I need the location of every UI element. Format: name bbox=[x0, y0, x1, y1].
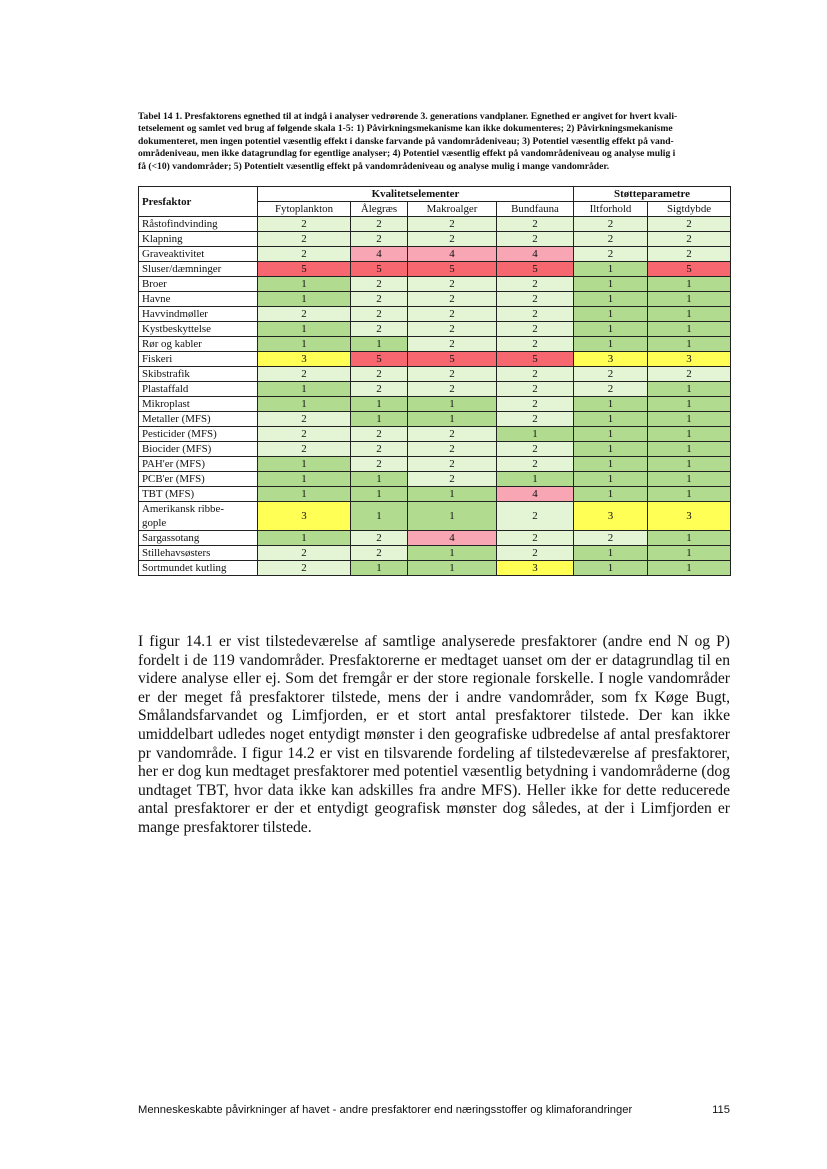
score-cell: 1 bbox=[408, 397, 497, 412]
score-cell: 1 bbox=[574, 322, 648, 337]
score-cell: 4 bbox=[497, 487, 574, 502]
score-cell: 5 bbox=[351, 262, 408, 277]
header-stotteparametre: Støtteparametre bbox=[574, 187, 731, 202]
score-cell: 2 bbox=[408, 382, 497, 397]
score-cell: 3 bbox=[648, 352, 731, 367]
score-cell: 2 bbox=[258, 546, 351, 561]
score-cell: 1 bbox=[497, 427, 574, 442]
score-cell: 2 bbox=[497, 292, 574, 307]
caption-line: Tabel 14 1. Presfaktorens egnethed til at indgå i analyser vedrørende 3. generations vandplaner. Egnethed er angivet for hvert kvali- bbox=[138, 111, 678, 122]
score-cell: 1 bbox=[648, 442, 731, 457]
score-cell: 1 bbox=[258, 292, 351, 307]
score-cell: 4 bbox=[351, 247, 408, 262]
table-row bbox=[139, 232, 731, 247]
score-cell: 2 bbox=[497, 442, 574, 457]
row-presfaktor-name: Skibstrafik bbox=[139, 367, 258, 382]
score-cell: 1 bbox=[574, 397, 648, 412]
score-cell: 2 bbox=[574, 531, 648, 546]
score-cell: 2 bbox=[351, 232, 408, 247]
score-cell: 2 bbox=[497, 546, 574, 561]
score-cell: 2 bbox=[258, 427, 351, 442]
header-makroalger: Makroalger bbox=[408, 202, 497, 217]
score-cell: 1 bbox=[408, 546, 497, 561]
score-cell: 1 bbox=[648, 427, 731, 442]
score-cell: 5 bbox=[408, 262, 497, 277]
row-presfaktor-name: Rør og kabler bbox=[139, 337, 258, 352]
table-body bbox=[139, 217, 731, 576]
table-row bbox=[139, 546, 731, 561]
score-cell: 1 bbox=[351, 397, 408, 412]
score-cell: 2 bbox=[351, 442, 408, 457]
table-row bbox=[139, 531, 731, 546]
score-cell: 2 bbox=[258, 367, 351, 382]
score-cell: 1 bbox=[574, 277, 648, 292]
table-row bbox=[139, 487, 731, 502]
score-cell: 1 bbox=[648, 546, 731, 561]
score-cell: 1 bbox=[408, 412, 497, 427]
header-alegraes: Ålegræs bbox=[351, 202, 408, 217]
score-cell: 2 bbox=[574, 247, 648, 262]
score-cell: 2 bbox=[351, 307, 408, 322]
row-presfaktor-name: Biocider (MFS) bbox=[139, 442, 258, 457]
score-cell: 2 bbox=[351, 531, 408, 546]
score-cell: 2 bbox=[574, 382, 648, 397]
score-cell: 2 bbox=[408, 442, 497, 457]
score-cell: 1 bbox=[574, 427, 648, 442]
header-row-groups bbox=[139, 187, 731, 202]
score-cell: 2 bbox=[497, 277, 574, 292]
score-cell: 1 bbox=[648, 277, 731, 292]
score-cell: 1 bbox=[408, 561, 497, 576]
score-cell: 2 bbox=[351, 367, 408, 382]
score-cell: 2 bbox=[408, 472, 497, 487]
score-cell: 1 bbox=[351, 337, 408, 352]
header-fytoplankton: Fytoplankton bbox=[258, 202, 351, 217]
table-row bbox=[139, 277, 731, 292]
score-cell: 2 bbox=[497, 382, 574, 397]
row-presfaktor-name: PCB'er (MFS) bbox=[139, 472, 258, 487]
score-cell: 2 bbox=[258, 217, 351, 232]
score-cell: 1 bbox=[648, 382, 731, 397]
score-cell: 4 bbox=[408, 531, 497, 546]
header-presfaktor: Presfaktor bbox=[139, 187, 258, 217]
row-presfaktor-name: Sluser/dæmninger bbox=[139, 262, 258, 277]
score-cell: 2 bbox=[574, 232, 648, 247]
score-cell: 2 bbox=[574, 217, 648, 232]
score-cell: 1 bbox=[648, 397, 731, 412]
score-cell: 2 bbox=[351, 277, 408, 292]
score-cell: 2 bbox=[351, 292, 408, 307]
row-presfaktor-name: Råstofindvinding bbox=[139, 217, 258, 232]
score-cell: 2 bbox=[258, 232, 351, 247]
presfaktor-table bbox=[138, 186, 731, 576]
score-cell: 2 bbox=[408, 427, 497, 442]
row-presfaktor-name: PAH'er (MFS) bbox=[139, 457, 258, 472]
score-cell: 3 bbox=[497, 561, 574, 576]
score-cell: 1 bbox=[648, 457, 731, 472]
score-cell: 5 bbox=[351, 352, 408, 367]
score-cell: 1 bbox=[258, 487, 351, 502]
score-cell: 2 bbox=[351, 382, 408, 397]
score-cell: 1 bbox=[258, 472, 351, 487]
score-cell: 1 bbox=[258, 531, 351, 546]
score-cell: 1 bbox=[574, 307, 648, 322]
score-cell: 1 bbox=[648, 337, 731, 352]
score-cell: 2 bbox=[408, 232, 497, 247]
score-cell: 1 bbox=[351, 412, 408, 427]
score-cell: 2 bbox=[497, 457, 574, 472]
footer-title: Menneskeskabte påvirkninger af havet - andre presfaktorer end næringsstoffer og klimaforandringer bbox=[138, 1104, 633, 1116]
score-cell: 1 bbox=[258, 337, 351, 352]
score-cell: 1 bbox=[351, 487, 408, 502]
table-row bbox=[139, 472, 731, 487]
caption-line: tetselement og samlet ved brug af følgende skala 1-5: 1) Påvirkningsmekanisme kan ikke dokumenteres; 2) Påvirkningsmekanisme bbox=[138, 123, 673, 135]
score-cell: 2 bbox=[258, 442, 351, 457]
score-cell: 1 bbox=[351, 561, 408, 576]
score-cell: 2 bbox=[351, 427, 408, 442]
score-cell: 2 bbox=[351, 322, 408, 337]
score-cell: 2 bbox=[351, 457, 408, 472]
table-row bbox=[139, 247, 731, 262]
table-row bbox=[139, 367, 731, 382]
row-presfaktor-name: Stillehavsøsters bbox=[139, 546, 258, 561]
score-cell: 2 bbox=[648, 217, 731, 232]
score-cell: 2 bbox=[351, 546, 408, 561]
row-presfaktor-name: Sortmundet kutling bbox=[139, 561, 258, 576]
table-row bbox=[139, 427, 731, 442]
score-cell: 1 bbox=[574, 292, 648, 307]
table-row bbox=[139, 561, 731, 576]
table-row bbox=[139, 382, 731, 397]
score-cell: 2 bbox=[497, 307, 574, 322]
score-cell: 1 bbox=[408, 502, 497, 531]
score-cell: 3 bbox=[258, 502, 351, 531]
table-row bbox=[139, 292, 731, 307]
score-cell: 1 bbox=[574, 457, 648, 472]
score-cell: 2 bbox=[258, 412, 351, 427]
score-cell: 2 bbox=[497, 397, 574, 412]
table-row bbox=[139, 412, 731, 427]
score-cell: 2 bbox=[258, 247, 351, 262]
score-cell: 2 bbox=[408, 337, 497, 352]
score-cell: 3 bbox=[574, 352, 648, 367]
score-cell: 2 bbox=[497, 337, 574, 352]
table-row bbox=[139, 262, 731, 277]
page-number: 115 bbox=[712, 1104, 730, 1116]
table-row bbox=[139, 352, 731, 367]
table-row bbox=[139, 397, 731, 412]
score-cell: 2 bbox=[408, 367, 497, 382]
score-cell: 1 bbox=[648, 322, 731, 337]
score-cell: 2 bbox=[408, 292, 497, 307]
header-iltforhold: Iltforhold bbox=[574, 202, 648, 217]
table-row bbox=[139, 502, 731, 531]
score-cell: 2 bbox=[497, 412, 574, 427]
score-cell: 1 bbox=[574, 546, 648, 561]
score-cell: 2 bbox=[351, 217, 408, 232]
score-cell: 1 bbox=[258, 397, 351, 412]
score-cell: 1 bbox=[574, 262, 648, 277]
table-caption bbox=[138, 111, 730, 173]
row-presfaktor-name: Amerikansk ribbe- gople bbox=[139, 502, 258, 531]
score-cell: 2 bbox=[497, 367, 574, 382]
score-cell: 2 bbox=[497, 217, 574, 232]
score-cell: 1 bbox=[648, 472, 731, 487]
row-presfaktor-name: Pesticider (MFS) bbox=[139, 427, 258, 442]
score-cell: 1 bbox=[574, 561, 648, 576]
score-cell: 2 bbox=[258, 561, 351, 576]
row-presfaktor-name: Broer bbox=[139, 277, 258, 292]
score-cell: 1 bbox=[258, 457, 351, 472]
score-cell: 2 bbox=[408, 457, 497, 472]
header-sigtdybde: Sigtdybde bbox=[648, 202, 731, 217]
score-cell: 2 bbox=[648, 367, 731, 382]
table-row bbox=[139, 322, 731, 337]
score-cell: 1 bbox=[648, 561, 731, 576]
score-cell: 1 bbox=[574, 442, 648, 457]
table-row bbox=[139, 307, 731, 322]
score-cell: 2 bbox=[497, 531, 574, 546]
score-cell: 2 bbox=[648, 247, 731, 262]
score-cell: 1 bbox=[574, 487, 648, 502]
score-cell: 1 bbox=[258, 322, 351, 337]
score-cell: 3 bbox=[574, 502, 648, 531]
row-presfaktor-name: Sargassotang bbox=[139, 531, 258, 546]
score-cell: 2 bbox=[408, 277, 497, 292]
score-cell: 2 bbox=[408, 217, 497, 232]
score-cell: 5 bbox=[497, 262, 574, 277]
score-cell: 5 bbox=[258, 262, 351, 277]
score-cell: 2 bbox=[574, 367, 648, 382]
caption-line: få (<10) vandområder; 5) Potentielt væsentlig effekt på vandområdeniveau og analyse mulig i mange vandområder. bbox=[138, 160, 610, 172]
row-presfaktor-name: Klapning bbox=[139, 232, 258, 247]
table-row bbox=[139, 217, 731, 232]
score-cell: 4 bbox=[408, 247, 497, 262]
score-cell: 2 bbox=[258, 307, 351, 322]
row-presfaktor-name: Kystbeskyttelse bbox=[139, 322, 258, 337]
body-paragraph: I figur 14.1 er vist tilstedeværelse af samtlige analyserede presfaktorer (andre end N og P) fordelt i de 119 vandområder. Presfaktorerne er medtaget uanset om der er datagrundlag til en videre analyse eller ej. Som det fremgår er der store regionale forskelle. I nogle vandområder er der meget få presfaktorer tilstede, mens der i andre vandområder, som fx Køge Bugt, Smålandsfarvandet og Limfjorden, er et stort antal presfaktorer tilstede. Der kan ikke umiddelbart udledes noget entydigt mønster i den geografiske udbredelse af antal presfaktorer pr vandområde. I figur 14.2 er vist en tilsvarende fordeling af tilstedeværelse af presfaktorer, her er dog kun medtaget presfaktorer med potentiel væsentlig betydning i vandområderne (dog undtaget TBT, hvor data ikke kan adskilles fra andre MFS). Heller ikke for dette reducerede antal presfaktorer er der et entydigt geografisk mønster dog således, at der i Limfjorden er mange presfaktorer tilstede. bbox=[138, 633, 730, 836]
header-kvalitetselementer: Kvalitetselementer bbox=[258, 187, 574, 202]
row-presfaktor-name: Havvindmøller bbox=[139, 307, 258, 322]
score-cell: 1 bbox=[648, 307, 731, 322]
score-cell: 2 bbox=[408, 307, 497, 322]
table-row bbox=[139, 337, 731, 352]
score-cell: 1 bbox=[648, 531, 731, 546]
caption-line: områdeniveau, men ikke datagrundlag for egentlige analyser; 4) Potentiel væsentlig effekt på vandområdeniveau og analyse mulig i bbox=[138, 148, 676, 160]
score-cell: 1 bbox=[648, 412, 731, 427]
row-presfaktor-name: Havne bbox=[139, 292, 258, 307]
score-cell: 1 bbox=[497, 472, 574, 487]
score-cell: 1 bbox=[351, 502, 408, 531]
score-cell: 5 bbox=[408, 352, 497, 367]
score-cell: 1 bbox=[574, 337, 648, 352]
score-cell: 3 bbox=[648, 502, 731, 531]
score-cell: 4 bbox=[497, 247, 574, 262]
row-presfaktor-name: Mikroplast bbox=[139, 397, 258, 412]
caption-line: dokumenteret, men ingen potentiel væsentlig effekt i danske farvande på vandområdeniveau; 3) Potentiel væsentlig effekt på vand- bbox=[138, 135, 674, 147]
score-cell: 1 bbox=[408, 487, 497, 502]
score-cell: 5 bbox=[648, 262, 731, 277]
score-cell: 1 bbox=[648, 292, 731, 307]
score-cell: 5 bbox=[497, 352, 574, 367]
table-row bbox=[139, 442, 731, 457]
score-cell: 1 bbox=[648, 487, 731, 502]
score-cell: 1 bbox=[351, 472, 408, 487]
row-presfaktor-name: Plastaffald bbox=[139, 382, 258, 397]
row-presfaktor-name: TBT (MFS) bbox=[139, 487, 258, 502]
score-cell: 2 bbox=[497, 322, 574, 337]
table-row bbox=[139, 457, 731, 472]
row-presfaktor-name: Graveaktivitet bbox=[139, 247, 258, 262]
header-bundfauna: Bundfauna bbox=[497, 202, 574, 217]
row-presfaktor-name: Metaller (MFS) bbox=[139, 412, 258, 427]
score-cell: 3 bbox=[258, 352, 351, 367]
score-cell: 1 bbox=[574, 412, 648, 427]
score-cell: 2 bbox=[648, 232, 731, 247]
score-cell: 2 bbox=[497, 232, 574, 247]
row-presfaktor-name: Fiskeri bbox=[139, 352, 258, 367]
score-cell: 2 bbox=[497, 502, 574, 531]
score-cell: 1 bbox=[258, 277, 351, 292]
score-cell: 1 bbox=[258, 382, 351, 397]
score-cell: 1 bbox=[574, 472, 648, 487]
score-cell: 2 bbox=[408, 322, 497, 337]
